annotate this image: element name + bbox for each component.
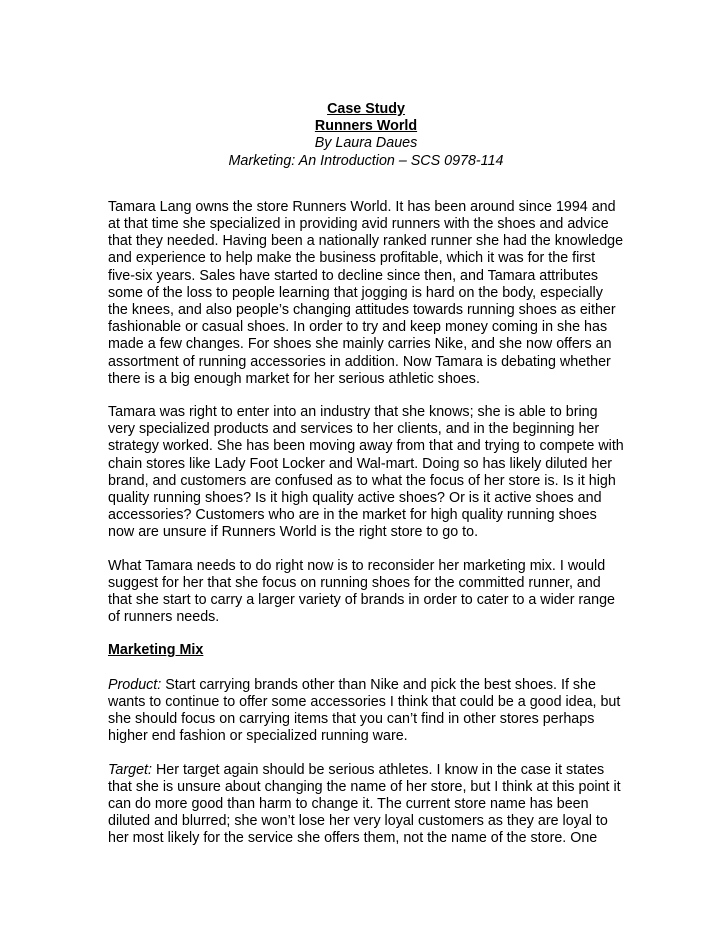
section-heading-marketing-mix: Marketing Mix xyxy=(108,642,204,659)
product-text: Start carrying brands other than Nike and pick the best shoes. If she wants to continue to offer some accessories I think that could be a good idea, but she should focus on carrying items that you can’t find in other stores perhaps higher end fashion or specialized running ware. xyxy=(108,676,621,745)
author-line: By Laura Daues xyxy=(314,135,418,152)
document-header xyxy=(108,101,624,170)
paragraph-target xyxy=(108,762,624,848)
paragraph-intro: Tamara Lang owns the store Runners World. It has been around since 1994 and at that time she specialized in providing avid runners with the shoes and advice that they needed. Having been a nationally ranked runner she had the knowledge and experience to help make the business profitable, which it was for the first five-six years. Sales have started to decline since then, and Tamara attributes some of the loss to people learning that jogging is hard on the body, especially the knees, and also people’s changing attitudes towards running shoes as either fashionable or casual shoes. In order to try and keep money coming in she has made a few changes. For shoes she mainly carries Nike, and she now offers an assortment of running accessories in addition. Now Tamara is debating whether there is a big enough market for her serious athletic shoes. xyxy=(108,198,624,387)
paragraph-product xyxy=(108,677,624,746)
product-label: Product: xyxy=(108,676,162,693)
document-title: Case Study xyxy=(327,101,405,117)
paragraph-recommendation: What Tamara needs to do right now is to reconsider her marketing mix. I would suggest for her that she focus on running shoes for the committed runner, and that she start to carry a larger variety of brands in order to cater to a wider range of runners needs. xyxy=(108,557,615,626)
document-page xyxy=(108,101,624,864)
store-name: Runners World xyxy=(314,118,418,135)
target-label: Target: xyxy=(108,761,152,778)
course-line: Marketing: An Introduction – SCS 0978-114 xyxy=(228,152,504,169)
target-text: Her target again should be serious athletes. I know in the case it states that she is unsure about changing the name of her store, but I think at this point it can do more good than harm to change it. The current store name has been diluted and blurred; she won’t lose her very loyal customers as they are loyal to her most likely for the service she offers them, not the name of the store. One xyxy=(108,761,621,847)
paragraph-analysis: Tamara was right to enter into an industry that she knows; she is able to bring very specialized products and services to her clients, and in the beginning her strategy worked. She has been moving away from that and trying to compete with chain stores like Lady Foot Locker and Wal-mart. Doing so has likely diluted her brand, and customers are confused as to what the focus of her store is. Is it high quality running shoes? Is it high quality active shoes? Or is it active shoes and accessories? Customers who are in the market for high quality running shoes now are unsure if Runners World is the right store to go to. xyxy=(108,404,624,541)
